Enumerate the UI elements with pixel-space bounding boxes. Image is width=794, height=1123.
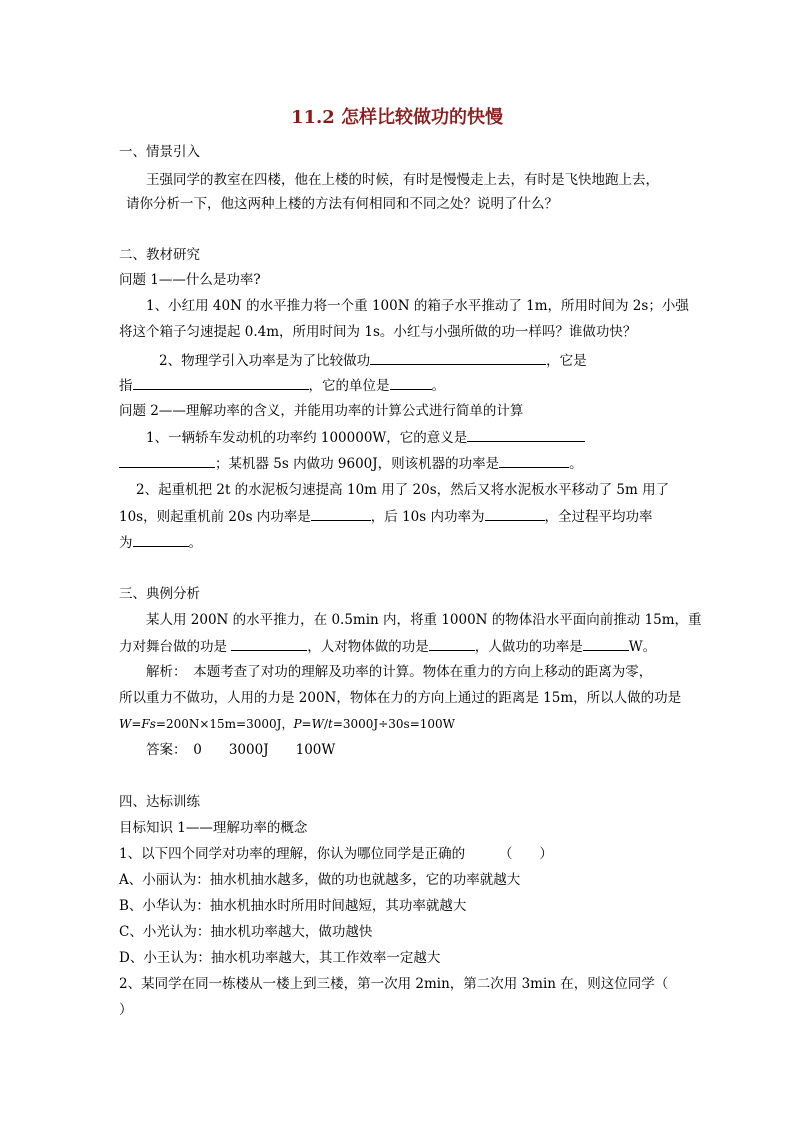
q2-2-text-e: 为 [119, 535, 133, 551]
q1-2-text-d: ，它的单位是 [308, 378, 390, 394]
fill-blank[interactable] [467, 427, 585, 442]
question-2-item-2-line-1: 2、起重机把 2t 的水泥板匀速提高 10m 用了 20s，然后又将水泥板水平移动了 5m 用了 [136, 482, 670, 498]
q2-2-text-d: ，全过程平均功率 [544, 509, 653, 525]
fill-blank[interactable] [485, 506, 545, 521]
fill-blank[interactable] [133, 375, 309, 390]
formula-p: P [293, 717, 302, 731]
fill-blank[interactable] [311, 506, 371, 521]
section-heading-textbook: 二、教材研究 [119, 247, 200, 263]
analysis-line-1: 解析： 本题考查了对功的理解及功率的计算。物体在重力的方向上移动的距离为零， [146, 664, 653, 680]
question-1-item-2-line-2 [119, 375, 445, 396]
formula-w2: W [311, 717, 324, 731]
q2-2-text-c: ，后 10s 内功率为 [370, 509, 485, 525]
fill-blank[interactable] [499, 453, 569, 468]
question-1-item-1-line-1: 1、小红用 40N 的水平推力将一个重 100N 的箱子水平推动了 1m，所用时间为 2s；小强 [146, 298, 689, 314]
formula-w: W [119, 717, 132, 731]
question-2-item-1-line-1 [146, 427, 585, 448]
section-heading-intro: 一、情景引入 [119, 144, 200, 160]
practice-question-2-line-1: 2、某同学在同一栋楼从一楼上到三楼，第一次用 2min，第二次用 3min 在，则这位同学（ [119, 976, 669, 992]
formula-eq2: =200N×15m=3000J， [155, 717, 294, 731]
section-heading-example: 三、典例分析 [119, 586, 200, 602]
formula-eq1: = [131, 717, 142, 731]
intro-paragraph-line-2: 请你分析一下，他这两种上楼的方法有何相同和不同之处？说明了什么？ [126, 196, 558, 212]
option-b[interactable]: B、小华认为：抽水机抽水时所用时间越短，其功率就越大 [119, 898, 467, 914]
section-heading-practice: 四、达标训练 [119, 794, 200, 810]
formula-eq3: = [301, 717, 312, 731]
option-c[interactable]: C、小光认为：抽水机功率越大，做功越快 [119, 924, 373, 940]
practice-question-1: 1、以下四个同学对功率的理解，你认为哪位同学是正确的 （ ） [119, 846, 553, 862]
q2-1-text-b: ；某机器 5s 内做功 9600J，则该机器的功率是 [215, 456, 500, 472]
formula-t: t [328, 717, 333, 731]
answer-line: 答案： 0 3000J 100W [146, 742, 336, 758]
target-knowledge-1: 目标知识 1——理解功率的概念 [119, 820, 308, 836]
option-d[interactable]: D、小王认为：抽水机功率越大，其工作效率一定越大 [119, 950, 441, 966]
question-1-item-1-line-2: 将这个箱子匀速提起 0.4m，所用时间为 1s。小红与小强所做的功一样吗？谁做功快？ [119, 324, 637, 340]
fill-blank[interactable] [231, 636, 307, 651]
fill-blank[interactable] [370, 350, 546, 365]
q2-1-text-a: 1、一辆轿车发动机的功率约 100000W，它的意义是 [146, 430, 468, 446]
formula-slash: / [323, 717, 328, 731]
practice-question-2-line-2: ） [119, 1002, 133, 1018]
q2-2-text-f: 。 [188, 535, 202, 551]
formula-eq4: =3000J÷30s=100W [332, 717, 456, 731]
q1-2-text-e: 。 [431, 378, 445, 394]
question-2-title: 问题 2——理解功率的含义，并能用功率的计算公式进行简单的计算 [119, 403, 524, 419]
question-2-item-2-line-3 [119, 532, 202, 553]
fill-blank[interactable] [390, 375, 432, 390]
example-line-1: 某人用 200N 的水平推力，在 0.5min 内，将重 1000N 的物体沿水平面向前推动 15m，重 [146, 612, 702, 628]
fill-blank[interactable] [583, 636, 629, 651]
fill-blank[interactable] [133, 532, 189, 547]
example-line-2 [119, 636, 656, 657]
option-a[interactable]: A、小丽认为：抽水机抽水越多，做的功也就越多，它的功率就越大 [119, 872, 521, 888]
q2-2-text-b: 10s，则起重机前 20s 内功率是 [119, 509, 311, 525]
example-text-d: W。 [628, 639, 657, 655]
example-text-c: ，人做功的功率是 [474, 639, 583, 655]
q1-2-text-b: ，它是 [546, 353, 587, 369]
formula-fs: Fs [141, 717, 156, 731]
q1-2-text-c: 指 [119, 378, 133, 394]
page-title: 11.2 怎样比较做功的快慢 [290, 107, 504, 128]
analysis-formula-line [119, 714, 455, 734]
question-1-title: 问题 1——什么是功率? [119, 272, 261, 288]
question-2-item-2-line-2 [119, 506, 653, 527]
q2-1-text-c: 。 [569, 456, 583, 472]
fill-blank[interactable] [429, 636, 475, 651]
example-text-b: ，人对物体做的功是 [307, 639, 429, 655]
question-1-item-2-line-1 [159, 350, 587, 371]
intro-paragraph-line-1: 王强同学的教室在四楼，他在上楼的时候，有时是慢慢走上去，有时是飞快地跑上去， [146, 172, 659, 188]
question-2-item-1-line-2 [119, 453, 583, 474]
example-text-a: 力对舞台做的功是 [119, 639, 227, 655]
analysis-line-2: 所以重力不做功，人用的力是 200N，物体在力的方向上通过的距离是 15m，所以人做的功是 [119, 690, 682, 706]
q1-2-text-a: 2、物理学引入功率是为了比较做功 [159, 353, 371, 369]
fill-blank[interactable] [119, 453, 215, 468]
